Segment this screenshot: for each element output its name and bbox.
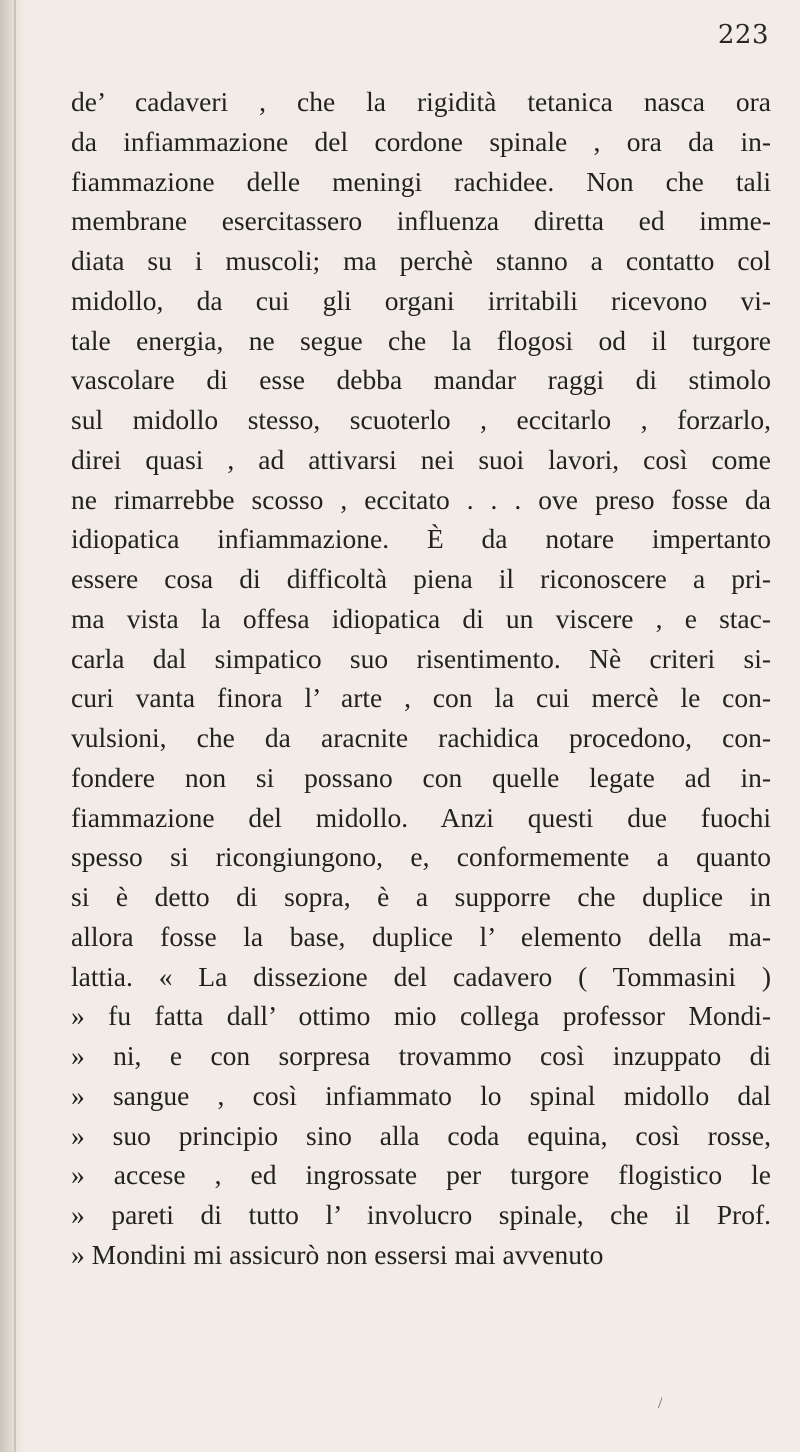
text-line: curi vanta finora l’ arte , con la cui mercè le con- — [71, 682, 771, 714]
text-line: spesso si ricongiungono, e, conformemente a quanto — [71, 841, 771, 873]
text-line: da infiammazione del cordone spinale , ora da in- — [71, 125, 771, 157]
text-line: » suo principio sino alla coda equina, così rosse, — [71, 1119, 771, 1151]
text-line: fiammazione delle meningi rachidee. Non che tali — [71, 165, 771, 197]
page-number: 223 — [717, 20, 769, 50]
text-line: diata su i muscoli; ma perchè stanno a contatto col — [71, 245, 771, 276]
text-line: » sangue , così infiammato lo spinal midollo dal — [71, 1079, 771, 1111]
text-line: fondere non si possano con quelle legate ad in- — [71, 761, 771, 793]
text-line: sul midollo stesso, scuoterlo , eccitarlo , forzarlo, — [71, 404, 771, 435]
text-line: carla dal simpatico suo risentimento. Nè criteri si- — [71, 642, 771, 674]
text-line: allora fosse la base, duplice l’ elemento della ma- — [71, 920, 771, 952]
text-line: lattia. « La dissezione del cadavero ( Tommasini ) — [71, 960, 771, 992]
text-line: » pareti di tutto l’ involucro spinale, che il Prof. — [71, 1199, 771, 1230]
text-line: midollo, da cui gli organi irritabili ricevono vi- — [71, 284, 771, 316]
text-line: tale energia, ne segue che la flogosi od il turgore — [71, 324, 771, 356]
text-line: idiopatica infiammazione. È da notare impertanto — [71, 523, 771, 555]
stray-mark: / — [658, 1395, 663, 1412]
text-line: » fu fatta dall’ ottimo mio collega professor Mondi- — [71, 1000, 771, 1032]
text-line: si è detto di sopra, è a supporre che duplice in — [71, 881, 771, 912]
text-line: direi quasi , ad attivarsi nei suoi lavori, così come — [71, 443, 771, 475]
text-line: ma vista la offesa idiopatica di un viscere , e stac- — [71, 602, 771, 634]
text-line: ne rimarrebbe scosso , eccitato . . . ove preso fosse da — [71, 483, 771, 515]
text-line: de’ cadaveri , che la rigidità tetanica nasca ora — [71, 86, 771, 117]
text-line: » accese , ed ingrossate per turgore flogistico le — [71, 1159, 771, 1191]
text-line: vascolare di esse debba mandar raggi di stimolo — [71, 364, 771, 396]
text-line: essere cosa di difficoltà piena il riconoscere a pri- — [71, 563, 771, 594]
text-line: » ni, e con sorpresa trovammo così inzuppato di — [71, 1040, 771, 1071]
page-gutter — [0, 0, 26, 1452]
text-line: » Mondini mi assicurò non essersi mai avvenuto — [71, 1238, 604, 1270]
text-line: membrane esercitassero influenza diretta ed imme- — [71, 205, 771, 237]
text-line: vulsioni, che da aracnite rachidica procedono, con- — [71, 722, 771, 753]
binding-edge — [14, 0, 16, 1452]
body-text — [71, 82, 771, 1275]
text-line: fiammazione del midollo. Anzi questi due fuochi — [71, 801, 771, 833]
